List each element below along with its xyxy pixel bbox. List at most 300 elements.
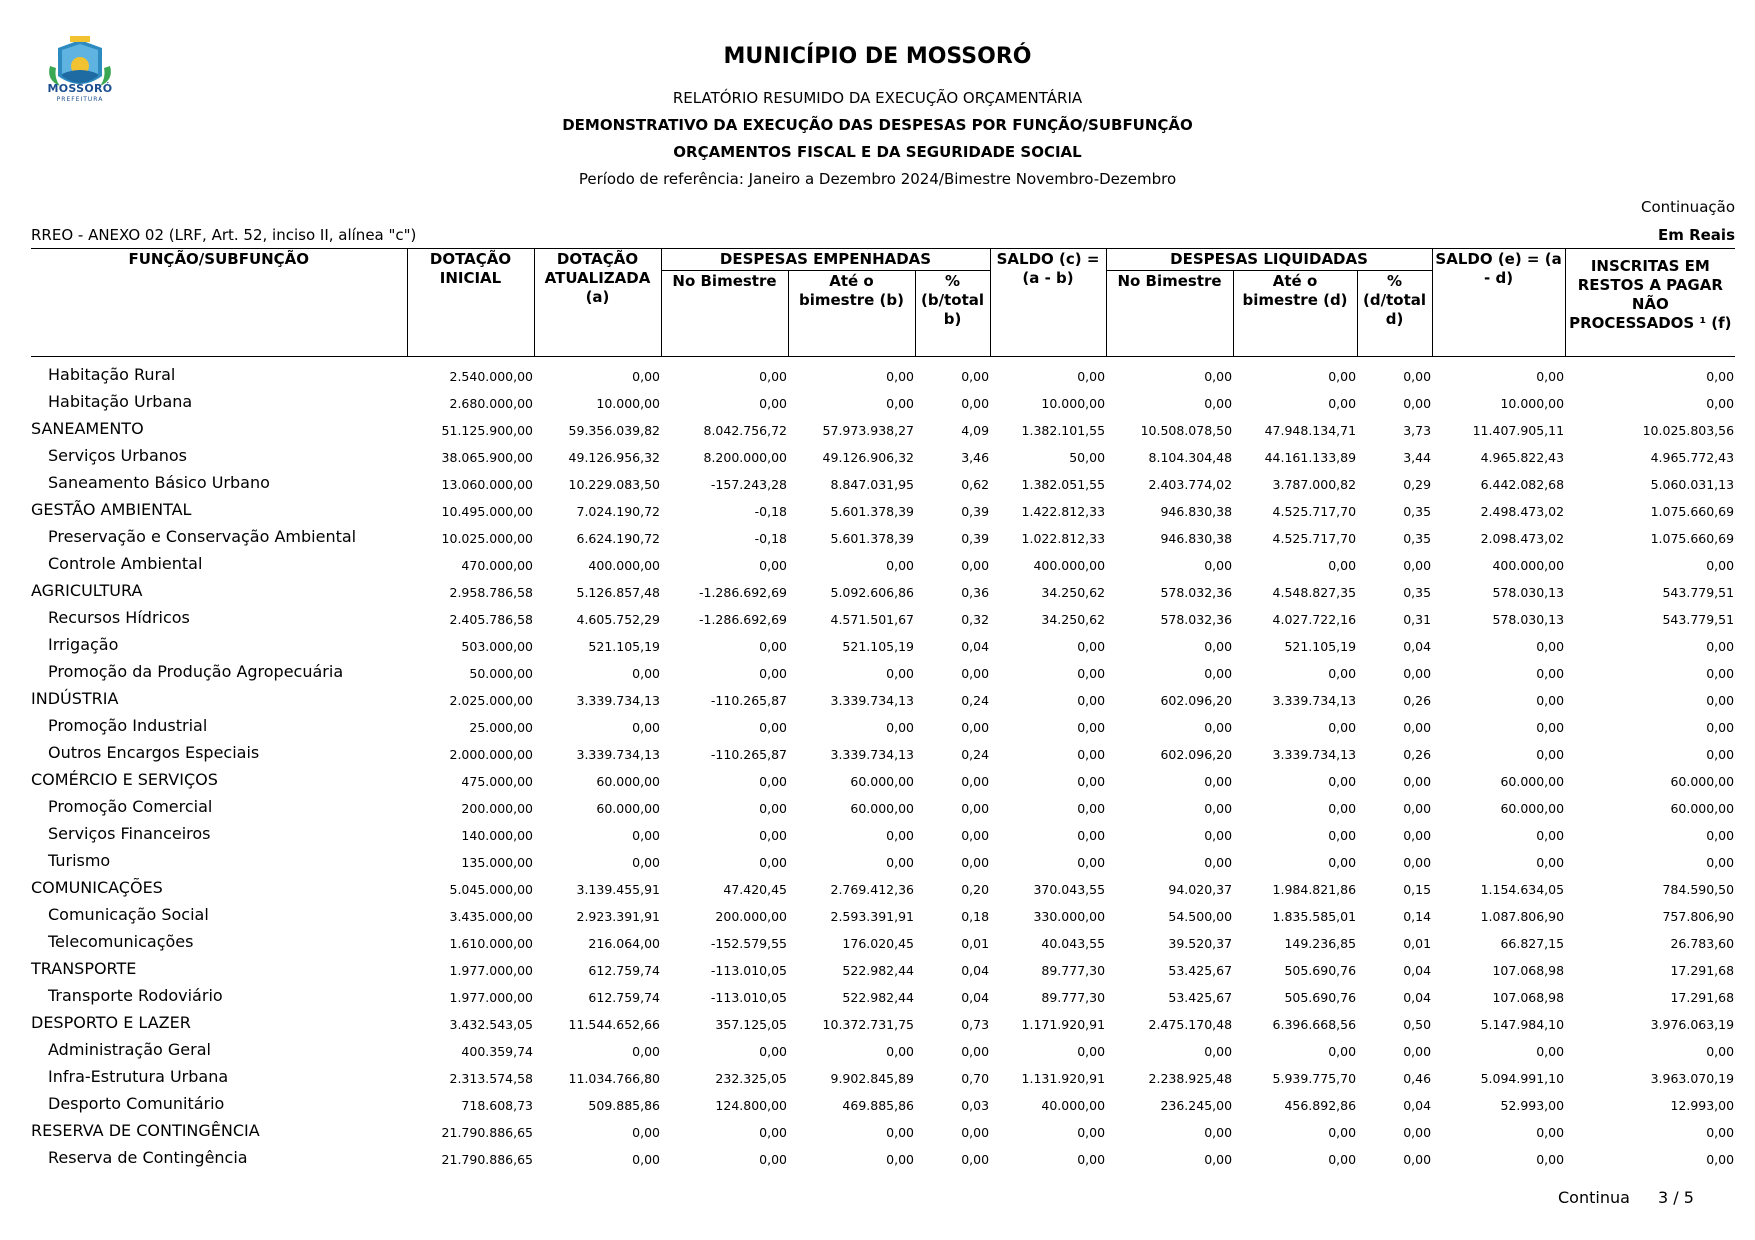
table-cell: 4.525.717,70 [1272, 531, 1357, 546]
table-cell: 0,00 [886, 396, 914, 411]
table-cell: 10.508.078,50 [1140, 423, 1233, 438]
table-cell: 0,00 [759, 639, 787, 654]
table-cell: 0,00 [1204, 639, 1233, 654]
table-cell: 3.976.063,19 [1650, 1017, 1735, 1032]
subfunction-row [31, 654, 1735, 681]
table-cell: 0,31 [1403, 612, 1432, 627]
table-cell: 3.139.455,91 [576, 882, 660, 897]
table-cell: 0,00 [961, 666, 990, 681]
subfunction-row [31, 627, 1735, 654]
table-cell: 0,00 [886, 828, 914, 843]
row-label: Habitação Urbana [48, 392, 193, 411]
table-cell: -1.286.692,69 [698, 585, 787, 600]
row-label: Administração Geral [48, 1040, 211, 1059]
table-cell: 60.000,00 [1500, 801, 1565, 816]
table-cell: 60.000,00 [596, 774, 660, 789]
table-cell: 0,00 [1706, 693, 1735, 708]
row-label: Comunicação Social [48, 905, 209, 924]
table-cell: 0,00 [1204, 666, 1233, 681]
table-cell: 5.601.378,39 [830, 504, 914, 519]
table-cell: 0,00 [1706, 369, 1735, 384]
report-period: Período de referência: Janeiro a Dezembro 2024/Bimestre Novembro-Dezembro [578, 170, 1177, 188]
table-cell: 0,04 [961, 639, 990, 654]
table-cell: 5.126.857,48 [576, 585, 660, 600]
table-cell: 1.131.920,91 [1021, 1071, 1106, 1086]
table-cell: 0,04 [961, 990, 990, 1005]
table-cell: 0,00 [1403, 1125, 1432, 1140]
table-cell: 2.025.000,00 [449, 693, 533, 708]
table-cell: 0,00 [1077, 720, 1106, 735]
table-cell: 1.022.812,33 [1021, 531, 1106, 546]
table-cell: 60.000,00 [850, 801, 914, 816]
table-cell: 2.923.391,91 [576, 909, 660, 924]
table-cell: 0,00 [961, 855, 990, 870]
row-label: Desporto Comunitário [48, 1094, 225, 1113]
subfunction-row [31, 600, 1735, 627]
table-cell: 40.043,55 [1041, 936, 1106, 951]
table-cell: 0,62 [961, 477, 990, 492]
currency-label: Em Reais [1657, 226, 1735, 244]
table-cell: 0,00 [961, 1044, 990, 1059]
table-cell: 718.608,73 [461, 1098, 533, 1113]
table-cell: 94.020,37 [1168, 882, 1233, 897]
report-title: MUNICÍPIO DE MOSSORÓ [723, 44, 1032, 69]
table-cell: 0,15 [1403, 882, 1432, 897]
table-cell: 0,00 [1706, 666, 1735, 681]
table-cell: 2.098.473,02 [1480, 531, 1565, 546]
table-cell: 3.339.734,13 [1272, 693, 1357, 708]
row-label: Promoção da Produção Agropecuária [48, 662, 344, 681]
table-cell: 475.000,00 [461, 774, 533, 789]
subfunction-row [31, 1032, 1735, 1059]
table-cell: 1.075.660,69 [1650, 504, 1735, 519]
table-cell: -110.265,87 [710, 747, 787, 762]
table-cell: 2.769.412,36 [830, 882, 914, 897]
row-label: Outros Encargos Especiais [48, 743, 260, 762]
col-saldo-e: SALDO (e) = (a - d) [1432, 249, 1565, 357]
table-cell: 0,00 [961, 1152, 990, 1167]
table-cell: 578.030,13 [1492, 585, 1565, 600]
table-cell: 0,00 [1706, 396, 1735, 411]
function-row [31, 1005, 1735, 1032]
table-cell: 44.161.133,89 [1264, 450, 1357, 465]
table-cell: 3.339.734,13 [1272, 747, 1357, 762]
row-label: Irrigação [48, 635, 119, 654]
table-cell: 0,00 [1077, 1044, 1106, 1059]
table-cell: 52.993,00 [1500, 1098, 1565, 1113]
table-cell: 3,46 [961, 450, 990, 465]
table-cell: 0,00 [1536, 747, 1565, 762]
table-cell: 509.885,86 [588, 1098, 660, 1113]
table-cell: 0,00 [759, 1044, 787, 1059]
row-label: Promoção Industrial [48, 716, 208, 735]
function-row [31, 492, 1735, 519]
col-empenhadas-pct: % (b/total b) [915, 271, 990, 357]
table-cell: 0,00 [1328, 1152, 1357, 1167]
table-cell: 0,04 [1403, 990, 1432, 1005]
table-cell: 2.958.786,58 [449, 585, 533, 600]
table-cell: 8.042.756,72 [703, 423, 787, 438]
table-cell: 135.000,00 [461, 855, 533, 870]
table-cell: 3.435.000,00 [449, 909, 533, 924]
table-cell: 946.830,38 [1160, 504, 1233, 519]
table-cell: 0,00 [1204, 774, 1233, 789]
subfunction-row [31, 384, 1735, 411]
row-label: Promoção Comercial [48, 797, 213, 816]
table-cell: 54.500,00 [1168, 909, 1233, 924]
col-dotacao-atualizada: DOTAÇÃO ATUALIZADA (a) [534, 249, 661, 357]
table-cell: 0,00 [1204, 720, 1233, 735]
table-cell: 0,00 [759, 558, 787, 573]
continuation-label: Continuação [1640, 198, 1735, 216]
table-cell: 543.779,51 [1662, 612, 1735, 627]
table-cell: 4.965.822,43 [1480, 450, 1565, 465]
row-label: SANEAMENTO [31, 419, 144, 438]
table-cell: 0,00 [961, 369, 990, 384]
report-subtitle: RELATÓRIO RESUMIDO DA EXECUÇÃO ORÇAMENTÁRIA [672, 89, 1083, 107]
table-cell: 49.126.906,32 [822, 450, 914, 465]
table-cell: 0,00 [961, 720, 990, 735]
table-cell: 5.601.378,39 [830, 531, 914, 546]
table-cell: 0,39 [961, 531, 990, 546]
logo-wordmark: MOSSORÓ [47, 82, 113, 95]
table-cell: 1.087.806,90 [1480, 909, 1565, 924]
table-cell: 612.759,74 [588, 990, 660, 1005]
table-cell: 0,00 [961, 801, 990, 816]
table-cell: 2.540.000,00 [449, 369, 533, 384]
table-cell: 50.000,00 [469, 666, 533, 681]
table-cell: 4.605.752,29 [576, 612, 660, 627]
table-cell: 0,00 [1536, 666, 1565, 681]
table-cell: 2.313.574,58 [449, 1071, 533, 1086]
table-cell: 107.068,98 [1492, 990, 1565, 1005]
table-cell: 0,00 [961, 774, 990, 789]
row-label: COMÉRCIO E SERVIÇOS [31, 770, 218, 789]
function-row [31, 411, 1735, 438]
table-cell: 59.356.039,82 [568, 423, 660, 438]
row-label: Saneamento Básico Urbano [48, 473, 270, 492]
table-body [31, 357, 1735, 1168]
table-cell: 1.075.660,69 [1650, 531, 1735, 546]
table-cell: 10.025.000,00 [441, 531, 533, 546]
table-cell: 0,00 [759, 666, 787, 681]
table-cell: 1.422.812,33 [1021, 504, 1106, 519]
table-cell: 0,24 [961, 747, 990, 762]
table-cell: 0,00 [759, 801, 787, 816]
table-cell: 0,00 [759, 1125, 787, 1140]
subfunction-row [31, 708, 1735, 735]
col-inscritas: INSCRITAS EM RESTOS A PAGAR NÃO PROCESSADOS ¹ (f) [1565, 249, 1735, 357]
table-cell: 0,00 [1403, 720, 1432, 735]
table-cell: 25.000,00 [469, 720, 533, 735]
table-cell: 1.171.920,91 [1021, 1017, 1106, 1032]
table-cell: -110.265,87 [710, 693, 787, 708]
table-cell: 140.000,00 [461, 828, 533, 843]
table-cell: 0,00 [1706, 1152, 1735, 1167]
table-cell: 1.977.000,00 [449, 963, 533, 978]
table-cell: 0,00 [1204, 828, 1233, 843]
table-cell: -0,18 [754, 504, 787, 519]
table-cell: 543.779,51 [1662, 585, 1735, 600]
table-cell: 89.777,30 [1041, 963, 1106, 978]
table-cell: 0,00 [759, 720, 787, 735]
page-number: 3 / 5 [1658, 1188, 1694, 1207]
table-cell: 0,00 [1204, 855, 1233, 870]
subfunction-row [31, 546, 1735, 573]
table-cell: 0,00 [1077, 666, 1106, 681]
table-cell: 0,00 [1706, 720, 1735, 735]
table-cell: 0,00 [1328, 828, 1357, 843]
row-label: Turismo [48, 851, 111, 870]
table-cell: 578.032,36 [1160, 612, 1233, 627]
table-cell: 200.000,00 [715, 909, 787, 924]
table-cell: 0,00 [1204, 1044, 1233, 1059]
table-cell: 5.060.031,13 [1650, 477, 1735, 492]
table-cell: 578.032,36 [1160, 585, 1233, 600]
table-cell: 370.043,55 [1033, 882, 1106, 897]
table-cell: 0,00 [632, 720, 660, 735]
table-cell: 47.948.134,71 [1264, 423, 1357, 438]
table-cell: 612.759,74 [588, 963, 660, 978]
table-cell: 10.025.803,56 [1642, 423, 1735, 438]
table-cell: 34.250,62 [1041, 585, 1106, 600]
table-cell: 0,00 [1077, 1125, 1106, 1140]
table-cell: 0,00 [1328, 855, 1357, 870]
table-cell: 330.000,00 [1033, 909, 1106, 924]
table-cell: 1.154.634,05 [1480, 882, 1565, 897]
table-cell: 0,00 [961, 396, 990, 411]
table-cell: 5.045.000,00 [449, 882, 533, 897]
table-cell: 12.993,00 [1670, 1098, 1735, 1113]
table-cell: 0,18 [961, 909, 990, 924]
table-cell: 456.892,86 [1284, 1098, 1357, 1113]
table-cell: 6.396.668,56 [1272, 1017, 1357, 1032]
table-cell: 0,00 [1536, 639, 1565, 654]
table-cell: 60.000,00 [1500, 774, 1565, 789]
row-label: Preservação e Conservação Ambiental [48, 527, 357, 546]
table-cell: 57.973.938,27 [822, 423, 914, 438]
table-cell: 0,04 [1403, 963, 1432, 978]
col-empenhadas-ate-bimestre: Até o bimestre (b) [788, 271, 915, 357]
table-cell: 0,04 [1403, 639, 1432, 654]
function-row [31, 681, 1735, 708]
table-cell: 38.065.900,00 [441, 450, 533, 465]
table-cell: 21.790.886,65 [441, 1125, 533, 1140]
table-cell: 3.339.734,13 [576, 693, 660, 708]
table-cell: 0,00 [1403, 369, 1432, 384]
table-cell: 6.442.082,68 [1480, 477, 1565, 492]
table-cell: 51.125.900,00 [441, 423, 533, 438]
table-cell: 3.339.734,13 [830, 693, 914, 708]
table-cell: 0,00 [1536, 1125, 1565, 1140]
table-cell: -0,18 [754, 531, 787, 546]
table-cell: 0,00 [886, 666, 914, 681]
table-cell: 0,00 [759, 828, 787, 843]
table-cell: 505.690,76 [1284, 963, 1357, 978]
table-cell: 39.520,37 [1168, 936, 1233, 951]
table-cell: 0,00 [632, 369, 660, 384]
row-label: TRANSPORTE [31, 959, 137, 978]
table-cell: 357.125,05 [715, 1017, 787, 1032]
table-cell: 0,04 [1403, 1098, 1432, 1113]
subfunction-row [31, 924, 1735, 951]
annex-label: RREO - ANEXO 02 (LRF, Art. 52, inciso II, alínea "c") [31, 226, 417, 244]
table-cell: 0,00 [632, 1125, 660, 1140]
row-label: Infra-Estrutura Urbana [48, 1067, 229, 1086]
row-label: INDÚSTRIA [31, 689, 119, 708]
row-label: Transporte Rodoviário [48, 986, 223, 1005]
table-cell: 1.977.000,00 [449, 990, 533, 1005]
table-cell: 0,00 [1204, 801, 1233, 816]
table-cell: 0,00 [1706, 747, 1735, 762]
table-cell: 0,00 [1536, 369, 1565, 384]
col-dotacao-inicial: DOTAÇÃO INICIAL [407, 249, 534, 357]
table-cell: 10.000,00 [1041, 396, 1106, 411]
table-cell: 0,00 [1077, 369, 1106, 384]
table-cell: 0,00 [1077, 693, 1106, 708]
col-liquidadas-pct: % (d/total d) [1357, 271, 1432, 357]
subfunction-row [31, 843, 1735, 870]
table-cell: 2.680.000,00 [449, 396, 533, 411]
table-cell: 0,00 [759, 774, 787, 789]
table-cell: 0,00 [886, 855, 914, 870]
table-cell: 0,00 [632, 855, 660, 870]
table-cell: 522.982,44 [842, 963, 914, 978]
table-cell: 2.475.170,48 [1148, 1017, 1233, 1032]
table-cell: 3.432.543,05 [449, 1017, 533, 1032]
table-cell: 0,00 [1204, 558, 1233, 573]
table-cell: 2.593.391,91 [830, 909, 914, 924]
table-cell: 2.403.774,02 [1148, 477, 1233, 492]
table-cell: 784.590,50 [1662, 882, 1735, 897]
table-cell: 4.548.827,35 [1272, 585, 1357, 600]
table-cell: 49.126.956,32 [568, 450, 660, 465]
table-cell: 0,00 [1706, 558, 1735, 573]
table-cell: 0,00 [1403, 855, 1432, 870]
table-cell: 0,00 [1077, 747, 1106, 762]
table-cell: 0,00 [1403, 1044, 1432, 1059]
function-row [31, 1113, 1735, 1140]
report-budget: ORÇAMENTOS FISCAL E DA SEGURIDADE SOCIAL [673, 143, 1082, 161]
table-cell: 6.624.190,72 [576, 531, 660, 546]
table-cell: 0,73 [961, 1017, 990, 1032]
col-funcao: FUNÇÃO/SUBFUNÇÃO [31, 249, 407, 357]
table-cell: 4.965.772,43 [1650, 450, 1735, 465]
table-cell: 0,00 [1077, 801, 1106, 816]
function-row [31, 762, 1735, 789]
table-cell: 0,01 [1403, 936, 1432, 951]
table-cell: 236.245,00 [1160, 1098, 1233, 1113]
table-cell: 0,00 [1403, 666, 1432, 681]
table-cell: 0,00 [1077, 855, 1106, 870]
subfunction-row [31, 1059, 1735, 1086]
table-cell: 3.963.070,19 [1650, 1071, 1735, 1086]
subfunction-row [31, 1140, 1735, 1167]
table-cell: 0,00 [1328, 774, 1357, 789]
table-cell: 9.902.845,89 [830, 1071, 914, 1086]
table-cell: 7.024.190,72 [576, 504, 660, 519]
table-cell: 0,35 [1403, 504, 1432, 519]
table-cell: 400.000,00 [1033, 558, 1106, 573]
function-row [31, 951, 1735, 978]
table-cell: 5.939.775,70 [1272, 1071, 1357, 1086]
table-cell: 0,50 [1403, 1017, 1432, 1032]
table-cell: 0,00 [759, 369, 787, 384]
row-label: Controle Ambiental [48, 554, 203, 573]
col-saldo-c: SALDO (c) = (a - b) [990, 249, 1106, 357]
col-liquidadas-no-bimestre: No Bimestre [1106, 271, 1233, 357]
function-row [31, 573, 1735, 600]
table-cell: 470.000,00 [461, 558, 533, 573]
row-label: GESTÃO AMBIENTAL [31, 500, 192, 519]
table-cell: 107.068,98 [1492, 963, 1565, 978]
table-cell: 0,14 [1403, 909, 1432, 924]
table-cell: 0,00 [1328, 558, 1357, 573]
table-cell: 10.000,00 [1500, 396, 1565, 411]
table-cell: 0,00 [1536, 693, 1565, 708]
table-cell: 0,00 [632, 1044, 660, 1059]
table-cell: 0,00 [961, 828, 990, 843]
table-cell: 2.238.925,48 [1148, 1071, 1233, 1086]
table-cell: -157.243,28 [710, 477, 787, 492]
row-label: AGRICULTURA [31, 581, 143, 600]
table-cell: 0,00 [1403, 774, 1432, 789]
table-cell: 53.425,67 [1168, 963, 1233, 978]
table-cell: 602.096,20 [1160, 693, 1233, 708]
subfunction-row [31, 897, 1735, 924]
table-cell: 0,00 [1706, 855, 1735, 870]
table-cell: 216.064,00 [588, 936, 660, 951]
table-cell: 0,00 [1328, 1044, 1357, 1059]
table-cell: 0,04 [961, 963, 990, 978]
table-cell: 0,00 [961, 1125, 990, 1140]
table-cell: 0,32 [961, 612, 990, 627]
table-cell: 11.544.652,66 [568, 1017, 660, 1032]
table-cell: 0,00 [1328, 396, 1357, 411]
table-cell: 17.291,68 [1670, 990, 1735, 1005]
table-cell: 60.000,00 [1670, 801, 1735, 816]
table-cell: 0,00 [1328, 369, 1357, 384]
table-cell: 200.000,00 [461, 801, 533, 816]
table-cell: 521.105,19 [842, 639, 914, 654]
table-cell: 50,00 [1069, 450, 1106, 465]
row-label: COMUNICAÇÕES [31, 878, 163, 897]
subfunction-row [31, 519, 1735, 546]
table-cell: 11.407.905,11 [1472, 423, 1565, 438]
table-cell: -113.010,05 [710, 963, 787, 978]
table-cell: 0,00 [1204, 369, 1233, 384]
table-cell: 503.000,00 [461, 639, 533, 654]
table-cell: 0,36 [961, 585, 990, 600]
table-cell: 8.200.000,00 [703, 450, 787, 465]
table-cell: 0,00 [1077, 639, 1106, 654]
table-cell: 0,00 [1328, 720, 1357, 735]
table-cell: 0,00 [632, 828, 660, 843]
table-cell: 400.000,00 [588, 558, 660, 573]
table-cell: 124.800,00 [715, 1098, 787, 1113]
table-cell: 232.325,05 [715, 1071, 787, 1086]
table-cell: 40.000,00 [1041, 1098, 1106, 1113]
table-cell: 0,39 [961, 504, 990, 519]
function-row [31, 870, 1735, 897]
subfunction-row [31, 978, 1735, 1005]
table-cell: 0,29 [1403, 477, 1432, 492]
table-cell: 4,09 [961, 423, 990, 438]
table-cell: 0,00 [1204, 1152, 1233, 1167]
table-cell: 578.030,13 [1492, 612, 1565, 627]
table-cell: 0,00 [759, 396, 787, 411]
table-cell: 66.827,15 [1500, 936, 1565, 951]
